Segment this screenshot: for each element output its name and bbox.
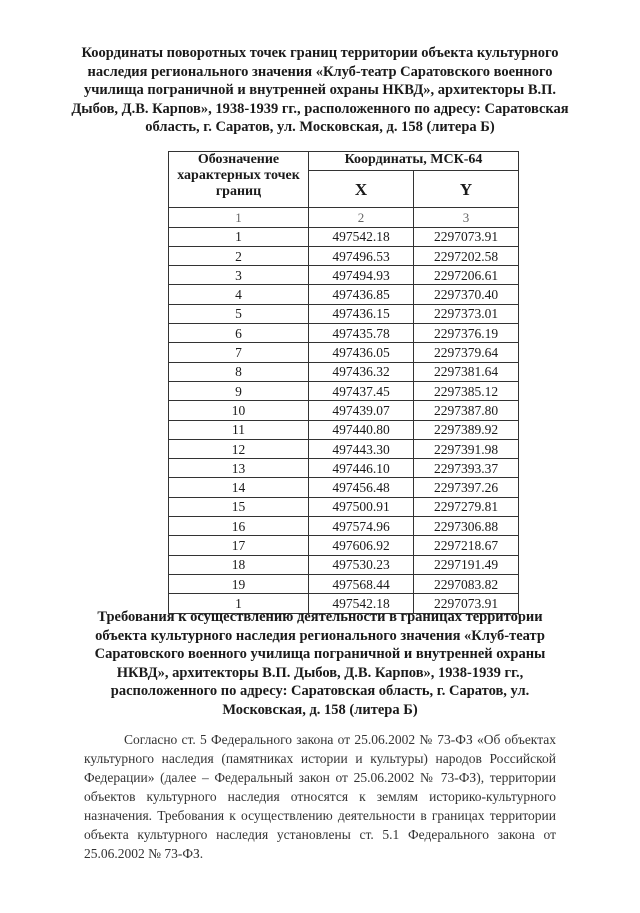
x-coordinate-cell: 497542.18 xyxy=(309,227,414,246)
y-coordinate-cell: 2297393.37 xyxy=(414,459,519,478)
table-row xyxy=(169,517,519,536)
coordinates-table xyxy=(168,151,519,614)
y-coordinate-cell: 2297389.92 xyxy=(414,420,519,439)
y-coordinate-cell: 2297218.67 xyxy=(414,536,519,555)
table-row xyxy=(169,227,519,246)
x-coordinate-cell: 497436.32 xyxy=(309,362,414,381)
point-cell: 13 xyxy=(169,459,309,478)
table-row xyxy=(169,478,519,497)
y-coordinate-cell: 2297376.19 xyxy=(414,324,519,343)
y-coordinate-cell: 2297373.01 xyxy=(414,304,519,323)
point-cell: 14 xyxy=(169,478,309,497)
point-cell: 18 xyxy=(169,555,309,574)
y-coordinate-cell: 2297397.26 xyxy=(414,478,519,497)
x-coordinate-cell: 497456.48 xyxy=(309,478,414,497)
y-coordinate-cell: 2297370.40 xyxy=(414,285,519,304)
point-cell: 6 xyxy=(169,324,309,343)
table-row xyxy=(169,439,519,458)
x-coordinate-cell: 497446.10 xyxy=(309,459,414,478)
x-coordinate-cell: 497574.96 xyxy=(309,517,414,536)
point-cell: 15 xyxy=(169,497,309,516)
table-row xyxy=(169,266,519,285)
point-cell: 17 xyxy=(169,536,309,555)
x-coordinate-cell: 497440.80 xyxy=(309,420,414,439)
point-cell: 16 xyxy=(169,517,309,536)
table-row xyxy=(169,343,519,362)
point-cell: 1 xyxy=(169,594,309,613)
requirements-title: Требования к осуществлению деятельности в границах территории объекта культурного наследия регионального значения «Клуб-театр Саратовского военного училища пограничной и внутренней охраны НКВД», архитекторы В.П. Дыбов, Д.В. Карпов», 1938-1939 гг., расположенного по адресу: Саратовская область, г. Саратов, ул. Московская, д. 158 (литера Б) xyxy=(94,609,546,718)
point-cell: 8 xyxy=(169,362,309,381)
x-coordinate-cell: 497443.30 xyxy=(309,439,414,458)
table-row xyxy=(169,304,519,323)
body-paragraph-text: Согласно ст. 5 Федерального закона от 25.06.2002 № 73-ФЗ «Об объектах культурного наследия (памятниках истории и культуры) народов Российской Федерации» (далее – Федеральный закон от 25.06.2002 № 73-ФЗ), территории объектов культурного наследия относятся к землям историко-культурного назначения. Требования к осуществлению деятельности в границах территории объекта культурного наследия установлены ст. 5.1 Федерального закона от 25.06.2002 № 73-ФЗ. xyxy=(84,732,556,861)
table-row xyxy=(169,420,519,439)
header-coordinates: Координаты, МСК-64 xyxy=(309,152,519,171)
point-cell: 7 xyxy=(169,343,309,362)
table-row xyxy=(169,401,519,420)
x-coordinate-cell: 497530.23 xyxy=(309,555,414,574)
point-cell: 10 xyxy=(169,401,309,420)
point-cell: 12 xyxy=(169,439,309,458)
table-row xyxy=(169,381,519,400)
table-row xyxy=(169,285,519,304)
table-row xyxy=(169,246,519,265)
table-row xyxy=(169,536,519,555)
point-cell: 3 xyxy=(169,266,309,285)
y-coordinate-cell: 2297279.81 xyxy=(414,497,519,516)
column-number-row xyxy=(169,208,519,227)
table-row xyxy=(169,324,519,343)
y-coordinate-cell: 2297073.91 xyxy=(414,227,519,246)
y-coordinate-cell: 2297391.98 xyxy=(414,439,519,458)
table-row xyxy=(169,362,519,381)
x-coordinate-cell: 497437.45 xyxy=(309,381,414,400)
point-cell: 4 xyxy=(169,285,309,304)
y-coordinate-cell: 2297083.82 xyxy=(414,574,519,593)
header-point-designation: Обозначение характерных точек границ xyxy=(169,152,309,208)
column-number: 3 xyxy=(414,208,519,227)
x-coordinate-cell: 497494.93 xyxy=(309,266,414,285)
x-coordinate-cell: 497436.05 xyxy=(309,343,414,362)
y-coordinate-cell: 2297387.80 xyxy=(414,401,519,420)
table-row xyxy=(169,459,519,478)
y-coordinate-cell: 2297202.58 xyxy=(414,246,519,265)
body-paragraph xyxy=(84,730,556,863)
y-coordinate-cell: 2297191.49 xyxy=(414,555,519,574)
y-coordinate-cell: 2297379.64 xyxy=(414,343,519,362)
column-number: 2 xyxy=(309,208,414,227)
column-number: 1 xyxy=(169,208,309,227)
header-y: Y xyxy=(414,171,519,208)
x-coordinate-cell: 497436.85 xyxy=(309,285,414,304)
x-coordinate-cell: 497568.44 xyxy=(309,574,414,593)
y-coordinate-cell: 2297385.12 xyxy=(414,381,519,400)
y-coordinate-cell: 2297381.64 xyxy=(414,362,519,381)
x-coordinate-cell: 497542.18 xyxy=(309,594,414,613)
point-cell: 19 xyxy=(169,574,309,593)
x-coordinate-cell: 497435.78 xyxy=(309,324,414,343)
y-coordinate-cell: 2297306.88 xyxy=(414,517,519,536)
table-header-row xyxy=(169,152,519,171)
table-row xyxy=(169,574,519,593)
point-cell: 1 xyxy=(169,227,309,246)
point-cell: 5 xyxy=(169,304,309,323)
y-coordinate-cell: 2297206.61 xyxy=(414,266,519,285)
y-coordinate-cell: 2297073.91 xyxy=(414,594,519,613)
x-coordinate-cell: 497500.91 xyxy=(309,497,414,516)
x-coordinate-cell: 497496.53 xyxy=(309,246,414,265)
x-coordinate-cell: 497439.07 xyxy=(309,401,414,420)
point-cell: 2 xyxy=(169,246,309,265)
coordinates-title: Координаты поворотных точек границ территории объекта культурного наследия регионального значения «Клуб-театр Саратовского военного училища пограничной и внутренней охраны НКВД», архитекторы В.П. Дыбов, Д.В. Карпов», 1938-1939 гг., расположенного по адресу: Саратовская область, г. Саратов, ул. Московская, д. 158 (литера Б) xyxy=(71,45,569,135)
point-cell: 11 xyxy=(169,420,309,439)
table-row xyxy=(169,497,519,516)
table-row xyxy=(169,555,519,574)
x-coordinate-cell: 497606.92 xyxy=(309,536,414,555)
header-x: X xyxy=(309,171,414,208)
x-coordinate-cell: 497436.15 xyxy=(309,304,414,323)
point-cell: 9 xyxy=(169,381,309,400)
